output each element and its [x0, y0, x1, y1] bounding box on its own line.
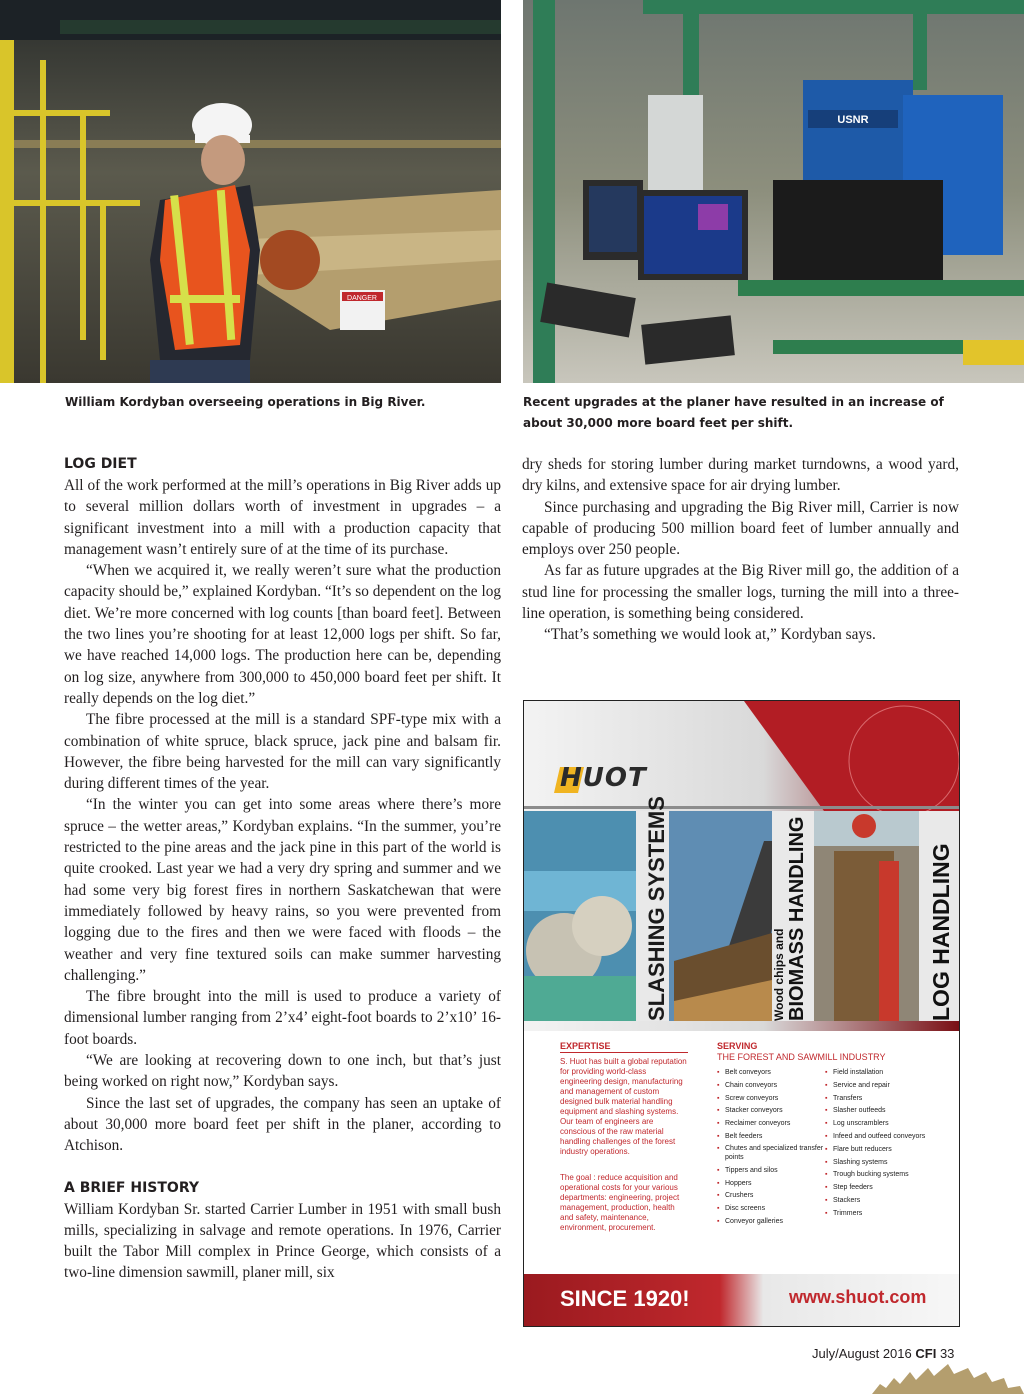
ad-goal-text: The goal : reduce acquisition and operational costs for your various departments: engineering, project management, production, health and safety, maintenance, environment, procurement.	[560, 1173, 680, 1232]
paragraph: The fibre brought into the mill is used to produce a variety of dimensional lumber ranging from 2’x4’ eight-foot boards to 2’x10’ 16-foot boards.	[64, 988, 501, 1048]
paragraph: “When we acquired it, we really weren’t sure what the production capacity should be,” explained Kordyban. “It’s so dependent on the log diet. We’re more concerned with log counts [than board feet]. Between the two lines you’re shooting for at least 12,000 logs per shift. So far, we have reached 14,000 logs. The production here can be, depending on log size, anywhere from 300,000 to 450,000 board feet per shift. It really depends on the log diet.”	[64, 562, 501, 707]
paragraph: Since purchasing and upgrading the Big River mill, Carrier is now capable of producing 500 million board feet of lumber annually and employs over 250 people.	[522, 498, 959, 559]
ad-serving-heading: SERVING	[717, 1041, 758, 1051]
ad-serving-subheading: THE FOREST AND SAWMILL INDUSTRY	[717, 1052, 886, 1062]
list-item: ▪ Disc screens	[717, 1203, 827, 1216]
ad-title-biomass-sub: Wood chips and	[772, 928, 786, 1021]
paragraph: As far as future upgrades at the Big River mill go, the addition of a stud line for processing the smaller logs, turning the mill into a three-line operation, is something being considered.	[522, 562, 959, 623]
paragraph: All of the work performed at the mill’s operations in Big River adds up to several million dollars worth of investment in upgrades – a significant investment into a mill with a production capacity that management wasn’t entirely sure of at the time of its purchase.	[64, 477, 501, 558]
list-item: ▪ Reclaimer conveyors	[717, 1118, 827, 1131]
paragraph: “That’s something we would look at,” Kordyban says.	[544, 626, 876, 644]
list-item: ▪ Conveyor galleries	[717, 1216, 827, 1229]
heading-log-diet: LOG DIET	[64, 456, 137, 472]
page-footer	[812, 1346, 954, 1361]
ad-serving-list-1	[717, 1067, 827, 1229]
paragraph: The fibre processed at the mill is a standard SPF-type mix with a combination of white spruce, black spruce, jack pine and balsam fir. However, the fibre being harvested for the mill can vary significantly during different times of the year.	[64, 711, 501, 793]
list-item: ▪ Slasher outfeeds	[825, 1105, 955, 1118]
ad-title-slashing: SLASHING SYSTEMS	[644, 796, 669, 1021]
paragraph: dry sheds for storing lumber during market turndowns, a wood yard, dry kilns, and extensive space for air drying lumber.	[522, 456, 959, 495]
list-item: ▪ Trimmers	[825, 1208, 955, 1221]
list-item: ▪ Chain conveyors	[717, 1080, 827, 1093]
photo-kordyban	[0, 0, 501, 383]
list-item: ▪ Infeed and outfeed conveyors	[825, 1131, 955, 1144]
photo-planer	[523, 0, 1024, 383]
paragraph: Since the last set of upgrades, the company has seen an uptake of about 30,000 more board feet per shift in the planer, according to Atchison.	[64, 1094, 501, 1155]
article-column-right	[522, 454, 959, 646]
saw-blade-icon	[872, 1362, 1024, 1394]
list-item: ▪ Screw conveyors	[717, 1093, 827, 1106]
ad-website-link[interactable]: www.shuot.com	[789, 1287, 927, 1307]
usnr-logo-text: USNR	[837, 114, 869, 126]
issue-date: July/August 2016	[812, 1346, 912, 1361]
list-item: ▪ Tippers and silos	[717, 1165, 827, 1178]
list-item: ▪ Field installation	[825, 1067, 955, 1080]
ad-since-1920: SINCE 1920!	[560, 1286, 690, 1311]
list-item: ▪ Hoppers	[717, 1178, 827, 1191]
paragraph: “We are looking at recovering down to one inch, but that’s just being worked on right now,” Kordyban says.	[64, 1052, 501, 1091]
list-item: ▪ Service and repair	[825, 1080, 955, 1093]
list-item: ▪ Stackers	[825, 1195, 955, 1208]
caption-left: William Kordyban overseeing operations in Big River.	[65, 395, 426, 409]
list-item: ▪ Log unscramblers	[825, 1118, 955, 1131]
ad-title-biomass: BIOMASS HANDLING	[786, 816, 808, 1021]
article-column-left	[64, 454, 501, 1284]
list-item: ▪ Crushers	[717, 1190, 827, 1203]
huot-advertisement	[523, 700, 960, 1327]
list-item: ▪ Belt conveyors	[717, 1067, 827, 1080]
ad-expertise-heading: EXPERTISE	[560, 1041, 611, 1051]
danger-sign-text: DANGER	[347, 295, 377, 302]
page-number: 33	[939, 1346, 955, 1361]
list-item: ▪ Step feeders	[825, 1182, 955, 1195]
huot-logo: HUOT	[560, 763, 647, 793]
list-item: ▪ Stacker conveyors	[717, 1105, 827, 1118]
list-item: ▪ Transfers	[825, 1093, 955, 1106]
list-item: ▪ Chutes and specialized transfer points	[717, 1144, 827, 1165]
list-item: ▪ Belt feeders	[717, 1131, 827, 1144]
magazine-name: CFI	[915, 1346, 937, 1361]
ad-title-log-handling: LOG HANDLING	[928, 843, 954, 1021]
paragraph: William Kordyban Sr. started Carrier Lumber in 1951 with small bush mills, specializing in salvage and remote operations. In 1976, Carrier built the Tabor Mill complex in Prince George, which consists of a two-line dimension sawmill, planer mill, six	[64, 1200, 501, 1282]
heading-brief-history: A BRIEF HISTORY	[64, 1179, 199, 1196]
list-item: ▪ Trough bucking systems	[825, 1169, 955, 1182]
list-item: ▪ Slashing systems	[825, 1157, 955, 1170]
list-item: ▪ Flare butt reducers	[825, 1144, 955, 1157]
ad-serving-list-2	[825, 1067, 955, 1221]
ad-expertise-body: S. Huot has built a global reputation for providing world-class engineering design, manufacturing and management of custom designed bulk material handling equipment and slashing systems. Our team of engineers are conscious of the raw material handling challenges of the forest industry operations.	[560, 1057, 687, 1156]
ad-banner-graphic	[524, 701, 959, 1031]
caption-right: Recent upgrades at the planer have resulted in an increase of about 30,000 more board feet per shift.	[523, 395, 944, 430]
paragraph: “In the winter you can get into some areas where there’s more spruce – the wetter areas,” Kordyban explains. “In the summer, you’re restricted to the pine areas and the jack pine in this part of the world is quite crooked. Last year we had a very dry spring and summer and we had some very big forest fires in northern Saskatchewan that were immediately followed by heavy rains, so you were prevented from logging due to the fires and then we were faced with floods – the weather and very fine textured soils can make summer harvesting challenging.”	[64, 796, 501, 984]
